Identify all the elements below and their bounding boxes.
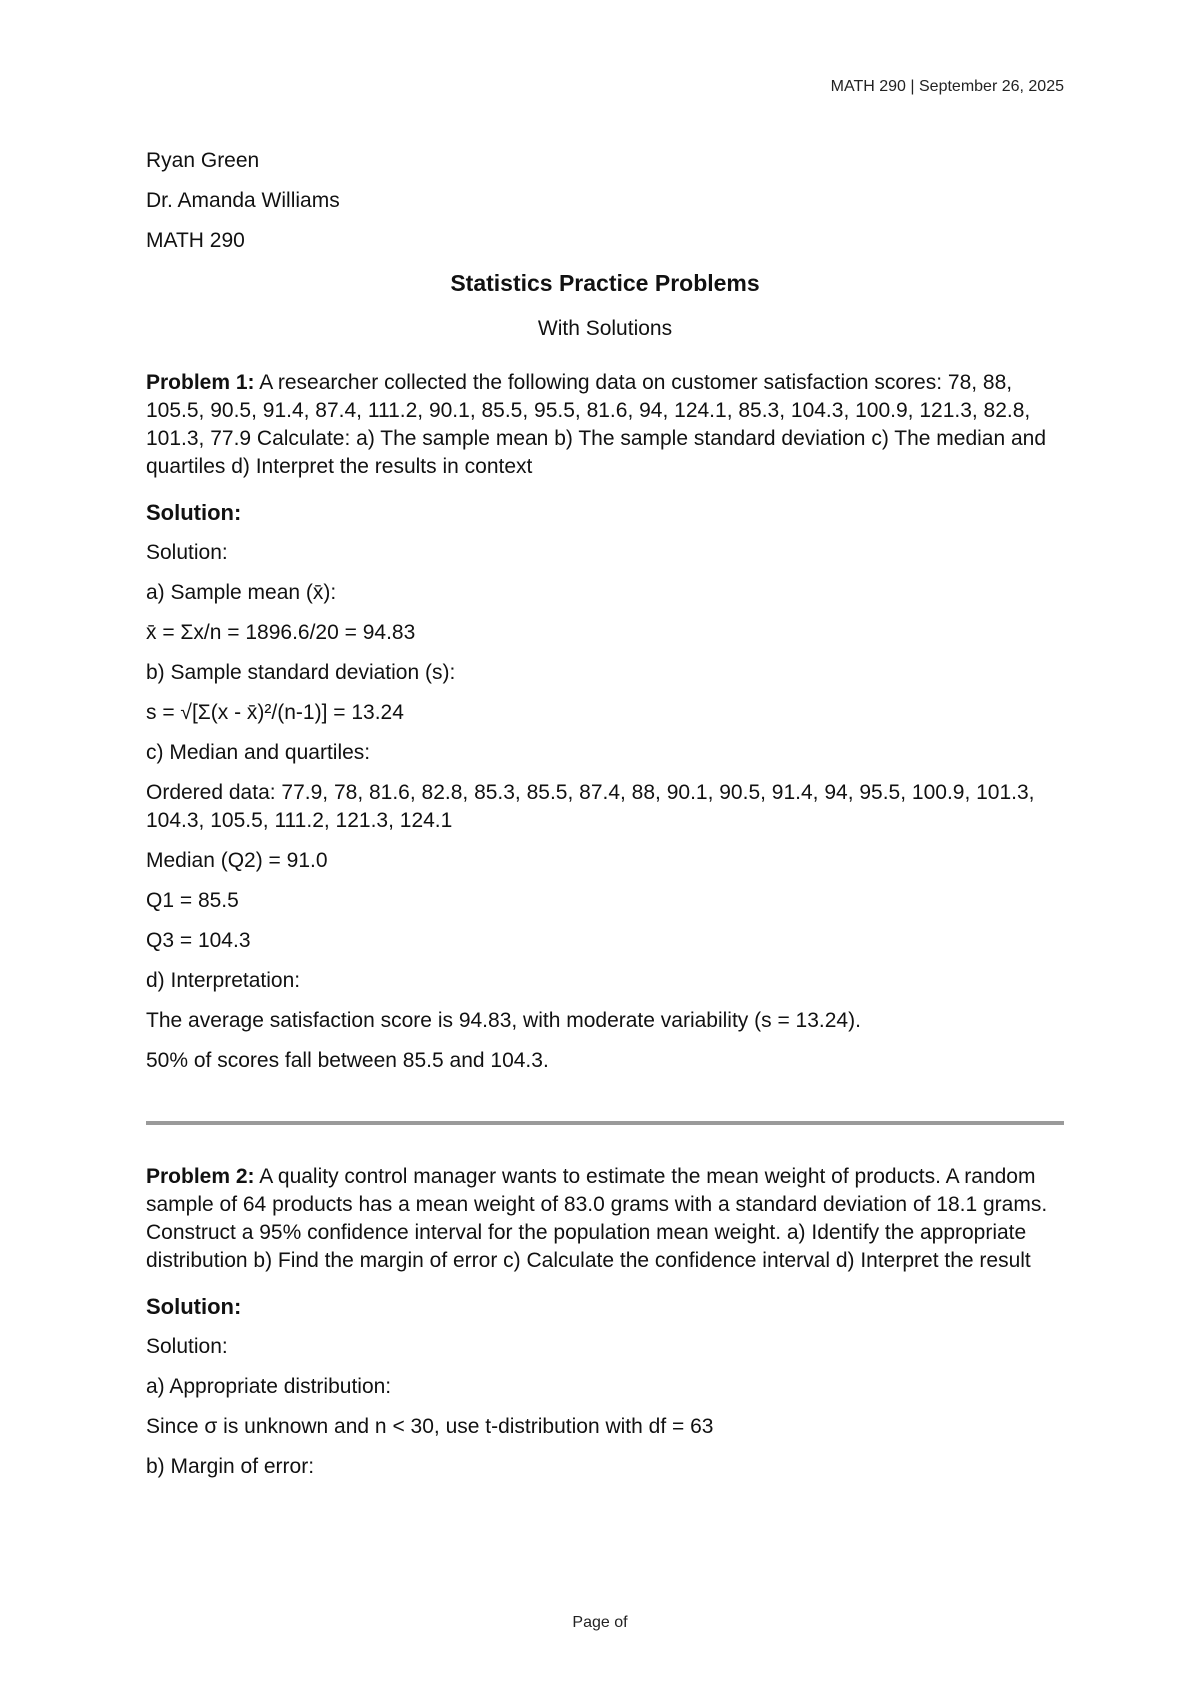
- solution-line: x̄ = Σx/n = 1896.6/20 = 94.83: [146, 621, 416, 644]
- solution-line: b) Margin of error:: [146, 1455, 315, 1478]
- document-subtitle: With Solutions: [537, 317, 673, 340]
- problem-2-text: A quality control manager wants to estimate the mean weight of products. A random sample of 64 products has a mean weight of 83.0 grams with a standard deviation of 18.1 grams. Construct a 95% confidence interval for the population mean weight. a) Identify the appropriate distribution b) Find the margin of error c) Calculate the confidence interval d) Interpret the result: [146, 1165, 1048, 1272]
- solution-line: The average satisfaction score is 94.83, with moderate variability (s = 13.24).: [146, 1009, 861, 1032]
- solution-line: a) Sample mean (x̄):: [146, 581, 337, 604]
- solution-line: Ordered data: 77.9, 78, 81.6, 82.8, 85.3, 85.5, 87.4, 88, 90.1, 90.5, 91.4, 94, 95.5, 100.9, 101.3, 104.3, 105.5, 111.2, 121.3, 124.1: [146, 781, 1035, 832]
- document-body: [146, 147, 1064, 1493]
- solution-line: s = √[Σ(x - x̄)²/(n-1)] = 13.24: [146, 701, 404, 724]
- problem-2-label: Problem 2:: [146, 1165, 255, 1188]
- solution-line: c) Median and quartiles:: [146, 741, 371, 764]
- solution-line: 50% of scores fall between 85.5 and 104.3.: [146, 1049, 549, 1072]
- document-title: Statistics Practice Problems: [450, 270, 760, 296]
- problem-2-statement: [146, 1163, 1064, 1275]
- solution-line: Q3 = 104.3: [146, 929, 251, 952]
- course-name: MATH 290: [146, 229, 245, 252]
- solution-line: Since σ is unknown and n < 30, use t-distribution with df = 63: [146, 1415, 714, 1438]
- page-header: MATH 290 | September 26, 2025: [830, 78, 1064, 95]
- problem-1-solution-heading: Solution:: [146, 500, 242, 525]
- page-footer: Page of: [572, 1614, 628, 1631]
- problem-2-solution-heading: Solution:: [146, 1294, 242, 1319]
- section-divider: [146, 1121, 1064, 1125]
- instructor-name: Dr. Amanda Williams: [146, 189, 340, 212]
- solution-line: Median (Q2) = 91.0: [146, 849, 328, 872]
- solution-line: b) Sample standard deviation (s):: [146, 661, 456, 684]
- solution-line: Q1 = 85.5: [146, 889, 239, 912]
- author-block: [146, 147, 1064, 255]
- author-name: Ryan Green: [146, 149, 260, 172]
- solution-line: a) Appropriate distribution:: [146, 1375, 392, 1398]
- solution-line: Solution:: [146, 1335, 228, 1358]
- problem-1-statement: [146, 369, 1064, 481]
- solution-line: d) Interpretation:: [146, 969, 301, 992]
- problem-1-label: Problem 1:: [146, 371, 255, 394]
- problem-1-text: A researcher collected the following data on customer satisfaction scores: 78, 88, 105.5, 90.5, 91.4, 87.4, 111.2, 90.1, 85.5, 95.5, 81.6, 94, 124.1, 85.3, 104.3, 100.9, 121.3, 82.8, 101.3, 77.9 Calculate: a) The sample mean b) The sample standard deviation c) The median and quartiles d) Interpret the results in context: [146, 371, 1047, 478]
- solution-line: Solution:: [146, 541, 228, 564]
